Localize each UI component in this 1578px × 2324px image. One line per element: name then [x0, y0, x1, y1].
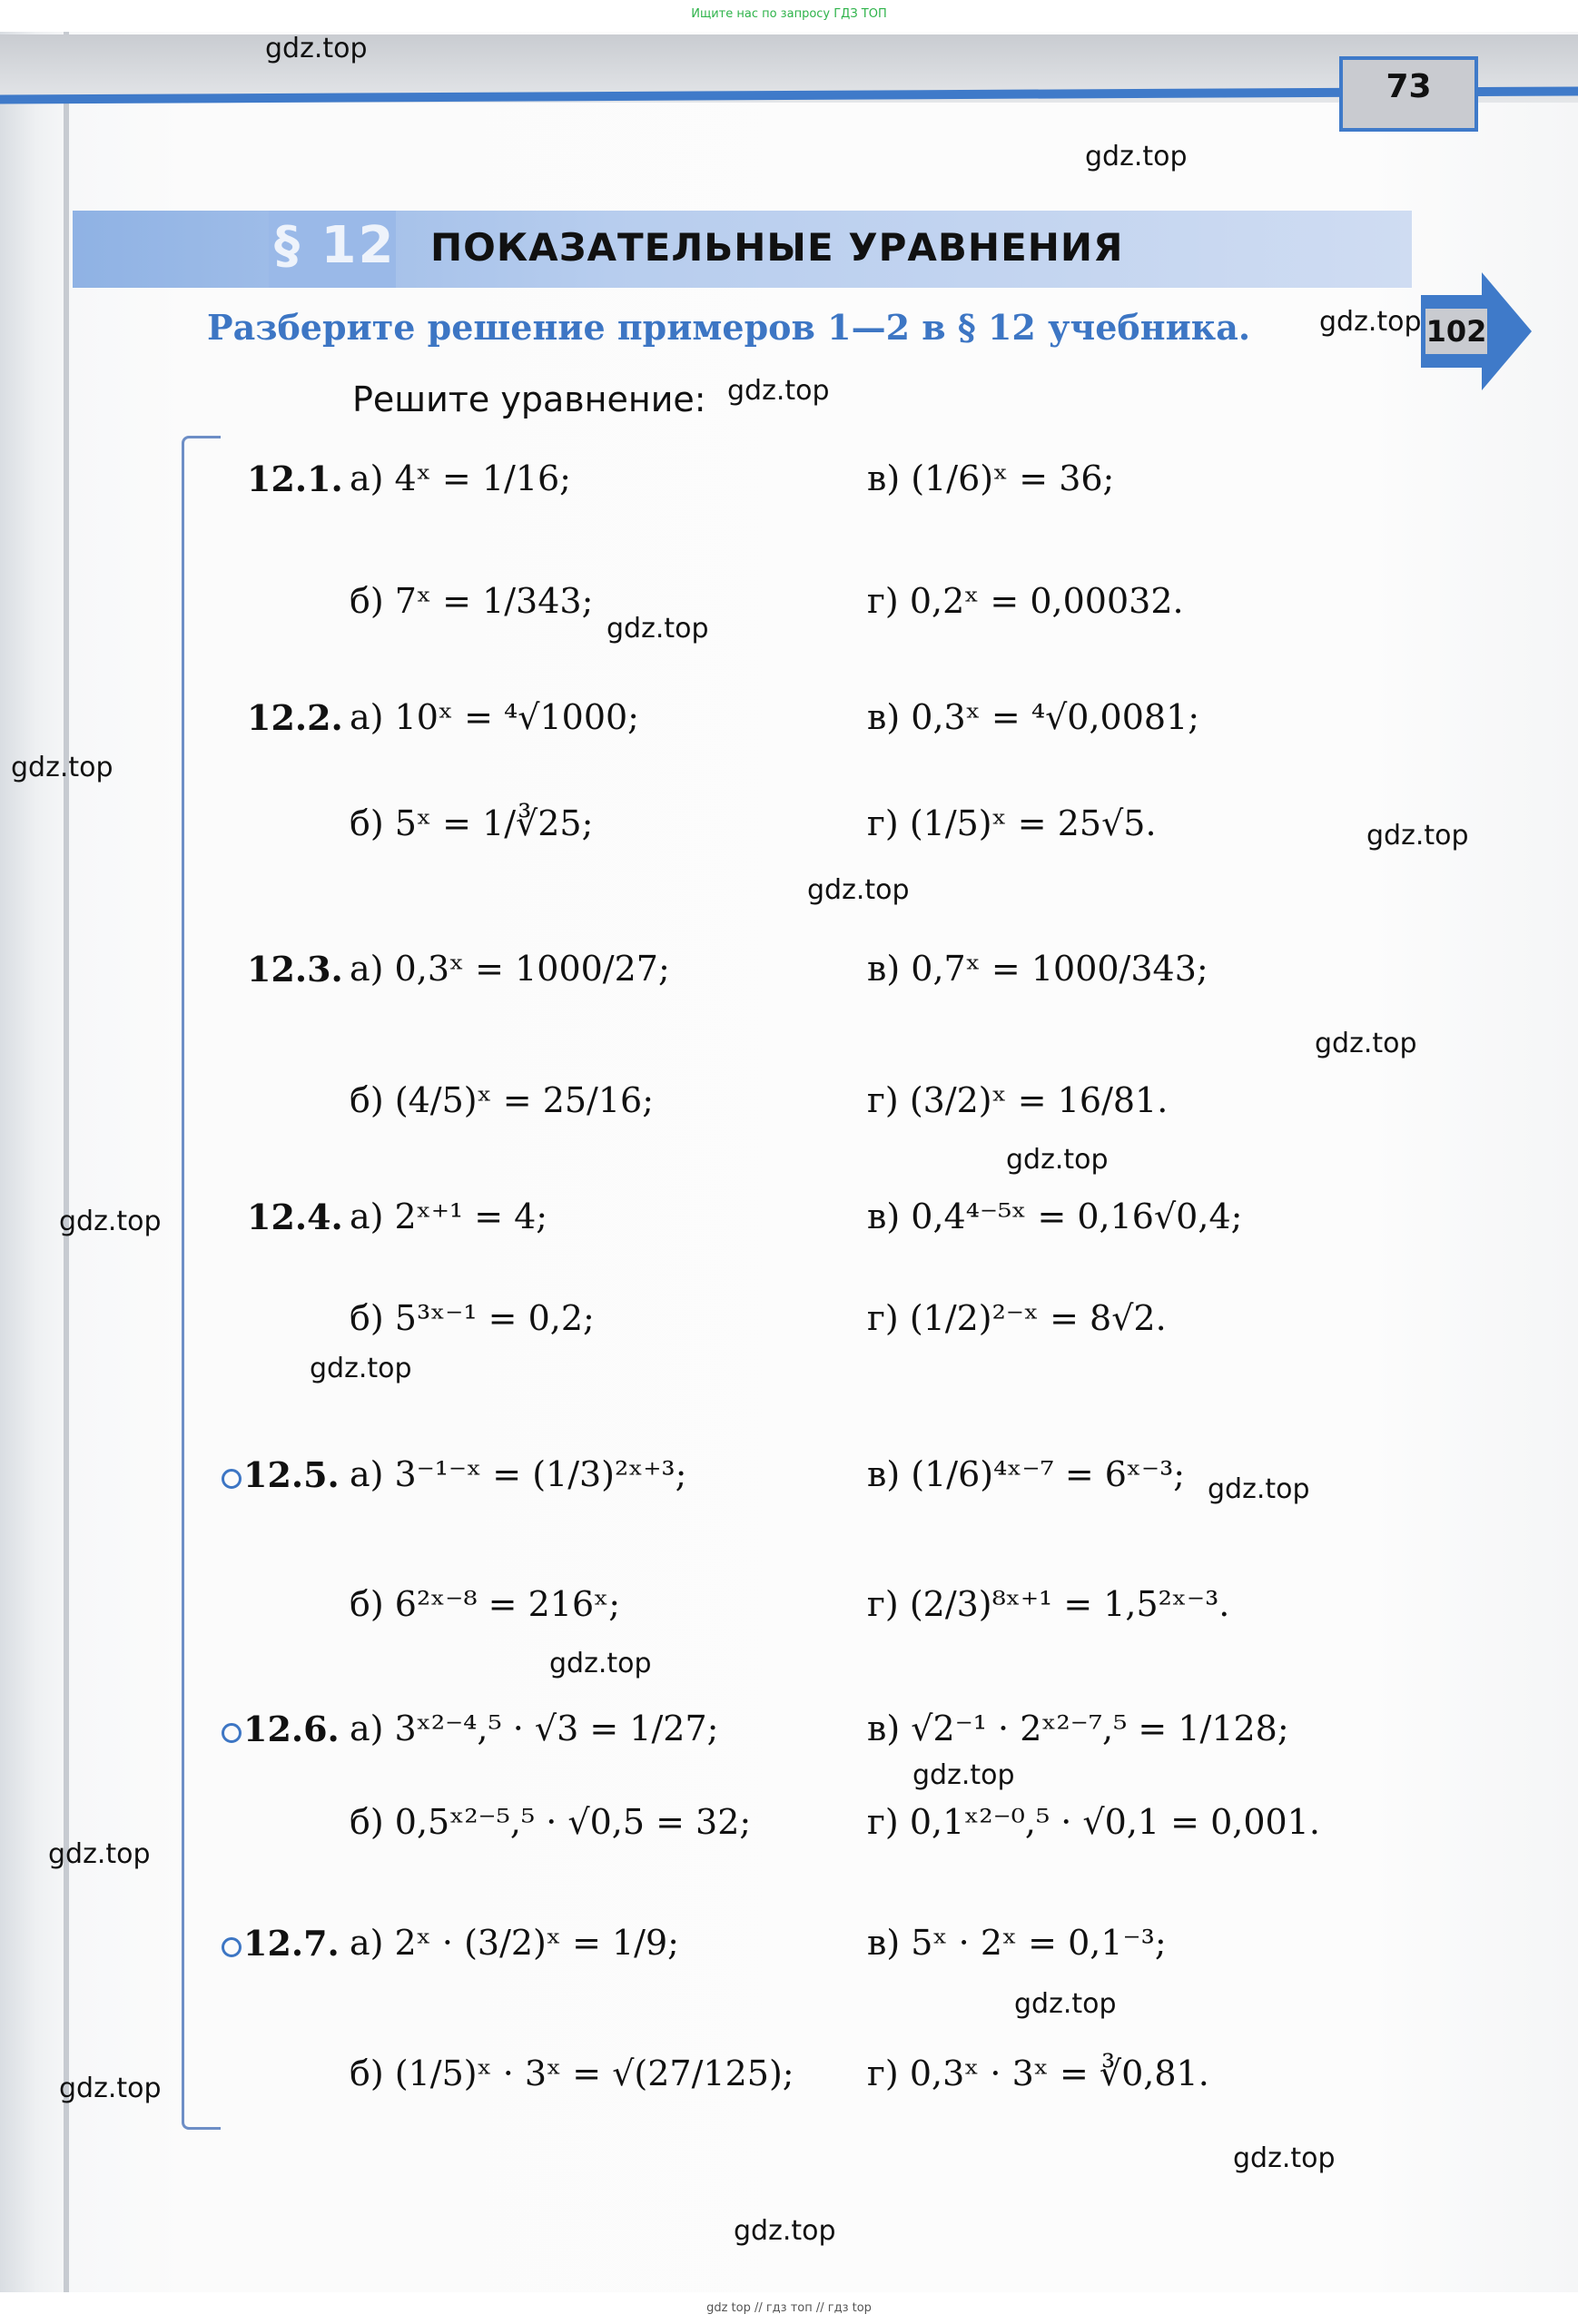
watermark: gdz.top	[1315, 1028, 1417, 1059]
exercise-part-v: в) √2⁻¹ · 2ˣ²⁻⁷,⁵ = 1/128;	[867, 1709, 1289, 1748]
section-title: ПОКАЗАТЕЛЬНЫЕ УРАВНЕНИЯ	[430, 225, 1124, 270]
reference-arrow-head-icon	[1482, 272, 1532, 390]
exercise-part-b: б) (1/5)ˣ · 3ˣ = √(27/125);	[350, 2053, 794, 2093]
watermark: gdz.top	[59, 2073, 162, 2104]
exercise-part-b: б) 5³ˣ⁻¹ = 0,2;	[350, 1298, 595, 1338]
exercise-number: 12.2.	[247, 697, 343, 738]
page-spine	[64, 32, 69, 2292]
reference-page: 102	[1425, 309, 1487, 354]
watermark: gdz.top	[1208, 1473, 1310, 1505]
exercise-part-g: г) 0,1ˣ²⁻⁰,⁵ · √0,1 = 0,001.	[867, 1802, 1320, 1842]
exercise-part-g: г) 0,2ˣ = 0,00032.	[867, 581, 1184, 621]
marker-circle-icon	[222, 1469, 242, 1489]
watermark: gdz.top	[734, 2215, 836, 2247]
top-note: Ищите нас по запросу ГДЗ ТОП	[691, 7, 887, 21]
exercise-number: 12.5.	[222, 1454, 340, 1495]
exercise-part-v: в) 0,4⁴⁻⁵ˣ = 0,16√0,4;	[867, 1196, 1243, 1236]
watermark: gdz.top	[1319, 306, 1422, 338]
exercise-part-g: г) (2/3)⁸ˣ⁺¹ = 1,5²ˣ⁻³.	[867, 1584, 1230, 1624]
exercise-part-a: а) 2ˣ · (3/2)ˣ = 1/9;	[350, 1923, 679, 1963]
exercise-part-v: в) (1/6)ˣ = 36;	[867, 458, 1115, 498]
watermark: gdz.top	[1006, 1144, 1109, 1176]
exercise-number: 12.3.	[247, 949, 343, 990]
exercise-part-b: б) (4/5)ˣ = 25/16;	[350, 1080, 655, 1120]
exercise-number: 12.4.	[247, 1196, 343, 1237]
watermark: gdz.top	[310, 1353, 412, 1384]
watermark: gdz.top	[549, 1648, 652, 1679]
watermark: gdz.top	[48, 1838, 151, 1870]
watermark: gdz.top	[807, 874, 910, 906]
exercise-bracket	[182, 436, 221, 2130]
exercise-part-v: в) 0,3ˣ = ⁴√0,0081;	[867, 697, 1200, 737]
watermark: gdz.top	[1366, 820, 1469, 852]
exercise-part-b: б) 5ˣ = 1/∛25;	[350, 803, 594, 843]
page-number: 73	[1386, 68, 1432, 105]
watermark: gdz.top	[1014, 1988, 1117, 2020]
exercise-part-g: г) 0,3ˣ · 3ˣ = ∛0,81.	[867, 2053, 1209, 2093]
exercise-number: 12.1.	[247, 458, 343, 499]
watermark: gdz.top	[59, 1206, 162, 1237]
marker-circle-icon	[222, 1937, 242, 1957]
watermark: gdz.top	[11, 752, 113, 783]
bottom-note: gdz top // гдз топ // гдз top	[706, 2301, 872, 2315]
exercise-part-b: б) 7ˣ = 1/343;	[350, 581, 594, 621]
exercise-part-a: а) 3ˣ²⁻⁴,⁵ · √3 = 1/27;	[350, 1709, 719, 1748]
exercise-part-a: а) 10ˣ = ⁴√1000;	[350, 697, 639, 737]
watermark: gdz.top	[1085, 141, 1188, 172]
watermark: gdz.top	[912, 1759, 1015, 1791]
section-number: § 12	[274, 216, 396, 275]
exercise-number: 12.7.	[222, 1923, 340, 1964]
exercise-part-v: в) 5ˣ · 2ˣ = 0,1⁻³;	[867, 1923, 1167, 1963]
exercise-part-g: г) (1/2)²⁻ˣ = 8√2.	[867, 1298, 1167, 1338]
exercise-part-a: а) 4ˣ = 1/16;	[350, 458, 571, 498]
watermark: gdz.top	[727, 375, 830, 407]
watermark: gdz.top	[607, 613, 709, 645]
exercise-part-a: а) 3⁻¹⁻ˣ = (1/3)²ˣ⁺³;	[350, 1454, 687, 1494]
exercise-part-a: а) 0,3ˣ = 1000/27;	[350, 949, 670, 989]
exercise-number: 12.6.	[222, 1709, 340, 1749]
solve-label: Решите уравнение:	[352, 379, 706, 419]
exercise-part-b: б) 6²ˣ⁻⁸ = 216ˣ;	[350, 1584, 621, 1624]
watermark: gdz.top	[265, 33, 368, 64]
exercise-part-a: а) 2ˣ⁺¹ = 4;	[350, 1196, 548, 1236]
exercise-part-v: в) (1/6)⁴ˣ⁻⁷ = 6ˣ⁻³;	[867, 1454, 1186, 1494]
watermark: gdz.top	[1233, 2142, 1336, 2174]
exercise-part-b: б) 0,5ˣ²⁻⁵,⁵ · √0,5 = 32;	[350, 1802, 752, 1842]
instruction: Разберите решение примеров 1—2 в § 12 учебника.	[207, 307, 1251, 348]
exercise-part-v: в) 0,7ˣ = 1000/343;	[867, 949, 1208, 989]
exercise-part-g: г) (3/2)ˣ = 16/81.	[867, 1080, 1169, 1120]
exercise-part-g: г) (1/5)ˣ = 25√5.	[867, 803, 1157, 843]
marker-circle-icon	[222, 1723, 242, 1743]
